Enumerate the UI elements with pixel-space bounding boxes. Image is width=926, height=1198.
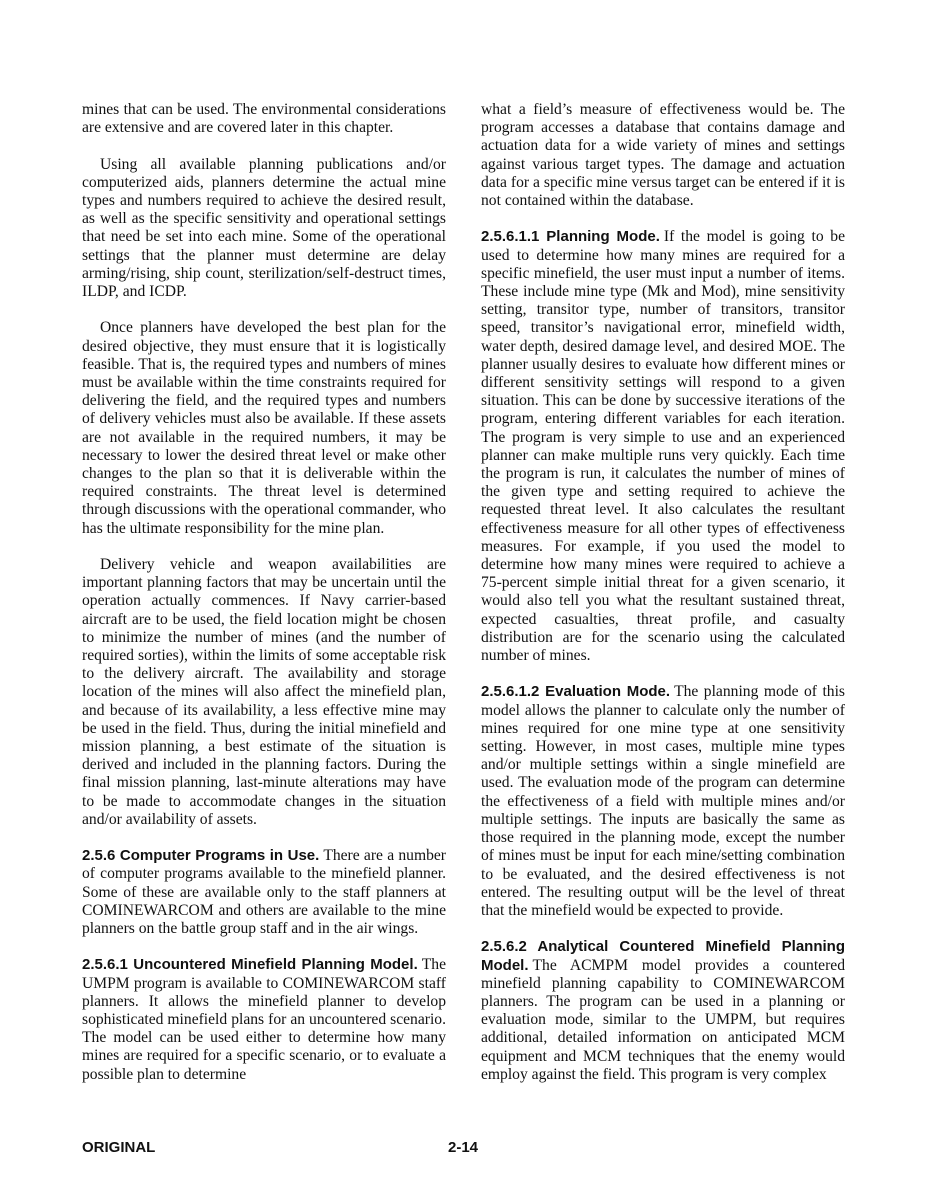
left-column (82, 101, 446, 1102)
section-heading: 2.5.6.1.1 Planning Mode. (481, 228, 660, 246)
paragraph-text: The planning mode of this model allows the planner to calculate only the number of mines required for one mine type at one sensitivity setting. However, in most cases, multiple mine types and/or multiple settings within a single minefield are used. The evaluation mode of the program can determine the effectiveness of a field with multiple mines and/or multiple settings. The inputs are basically the same as those required in the planning mode, except the number of mines must be input for each mine/setting combination to be evaluated, and the desired effectiveness is not entered. The resulting output will be the level of threat that the minefield would be expected to provide. (481, 683, 845, 919)
section-heading: 2.5.6 Computer Programs in Use. (82, 847, 320, 865)
paragraph (481, 228, 845, 665)
paragraph-text: Delivery vehicle and weapon availabilities are important planning factors that may be uncertain until the operation actually commences. If Navy carrier-based aircraft are to be used, the field location might be chosen to minimize the number of mines (and the number of required sorties), within the limits of some acceptable risk to the delivery aircraft. The availability and storage location of the mines will also affect the minefield plan, and because of its availability, a less effective mine may be used in the field. Thus, during the initial minefield and mission planning, a best estimate of the situation is derived and included in the planning factors. During the final mission planning, last-minute alterations may have to be made to accommodate changes in the situation and/or availability of assets. (82, 556, 446, 828)
paragraph-text: The ACMPM model provides a countered minefield planning capability to COMINEWARCOM planners. The program can be used in a planning or evaluation mode, similar to the UMPM, but requires additional, detailed information on anticipated MCM equipment and MCM techniques that the enemy would employ against the field. This program is very complex (481, 956, 845, 1083)
section-heading: 2.5.6.1 Uncountered Minefield Planning Model. (82, 956, 418, 974)
paragraph (82, 556, 446, 829)
paragraph (82, 956, 446, 1083)
paragraph (82, 101, 446, 137)
paragraph (481, 938, 845, 1084)
paragraph (82, 319, 446, 537)
paragraph-text: If the model is going to be used to determine how many mines are required for a specific minefield, the user must input a number of items. These include mine type (Mk and Mod), mine sensitivity setting, transitor type, number of transitors, transitor speed, transitor’s navigational error, minefield width, water depth, desired damage level, and desired MOE. The planner usually desires to evaluate how different mines or different sensitivity settings will respond to a given situation. This can be done by successive iterations of the program, entering different variables for each iteration. The program is very simple to use and an experienced planner can make multiple runs very quickly. Each time the program is run, it calculates the number of mines of the given type and setting required to achieve the requested threat level. It also calculates the resultant effectiveness measure for all other types of effectiveness measures. For example, if you used the model to determine how many mines were required to achieve a 75-percent simple initial threat for a given scenario, it would also tell you what the resultant sustained threat, expected casualties, threat profile, and casualty distribution are for the scenario using the calculated number of mines. (481, 228, 845, 665)
paragraph (82, 847, 446, 938)
paragraph-text: The UMPM program is available to COMINEWARCOM staff planners. It allows the minefield planner to develop sophisticated minefield plans for an uncountered scenario. The model can be used either to determine how many mines are required for a specific scenario, or to evaluate a possible plan to determine (82, 956, 446, 1083)
footer-original-label: ORIGINAL (82, 1139, 156, 1156)
section-heading: 2.5.6.2 Analytical Countered Minefield Planning Model. (481, 938, 845, 974)
paragraph-text: what a field’s measure of effectiveness would be. The program accesses a database that contains damage and actuation data for a wide variety of mines and settings against various target types. The damage and actuation data for a specific mine versus target can be entered if it is not contained within the database. (481, 101, 845, 210)
paragraph-text: mines that can be used. The environmental considerations are extensive and are covered later in this chapter. (82, 101, 446, 137)
right-column (481, 101, 845, 1102)
paragraph (82, 156, 446, 302)
paragraph-text: Using all available planning publications and/or computerized aids, planners determine the actual mine types and numbers required to achieve the desired result, as well as the specific sensitivity and operational settings that need be set into each mine. Some of the operational settings that the planner must determine are delay arming/rising, ship count, sterilization/self-destruct times, ILDP, and ICDP. (82, 155, 446, 301)
paragraph-text: There are a number of computer programs available to the minefield planner. Some of these are available only to the staff planners at COMINEWARCOM and others are available to the mine planners on the battle group staff and in the air wings. (82, 847, 447, 938)
section-heading: 2.5.6.1.2 Evaluation Mode. (481, 683, 671, 701)
paragraph (481, 101, 845, 210)
paragraph (481, 683, 845, 920)
page-number: 2-14 (448, 1139, 479, 1156)
paragraph-text: Once planners have developed the best plan for the desired objective, they must ensure that it is logistically feasible. That is, the required types and numbers of mines must be available within the time constraints required for delivering the field, and the required types and numbers of delivery vehicles must also be available. If these assets are not available in the required numbers, it may be necessary to lower the desired threat level or make other changes to the plan so that it is deliverable within the required constraints. The threat level is determined through discussions with the operational commander, who has the ultimate responsibility for the mine plan. (82, 319, 446, 537)
